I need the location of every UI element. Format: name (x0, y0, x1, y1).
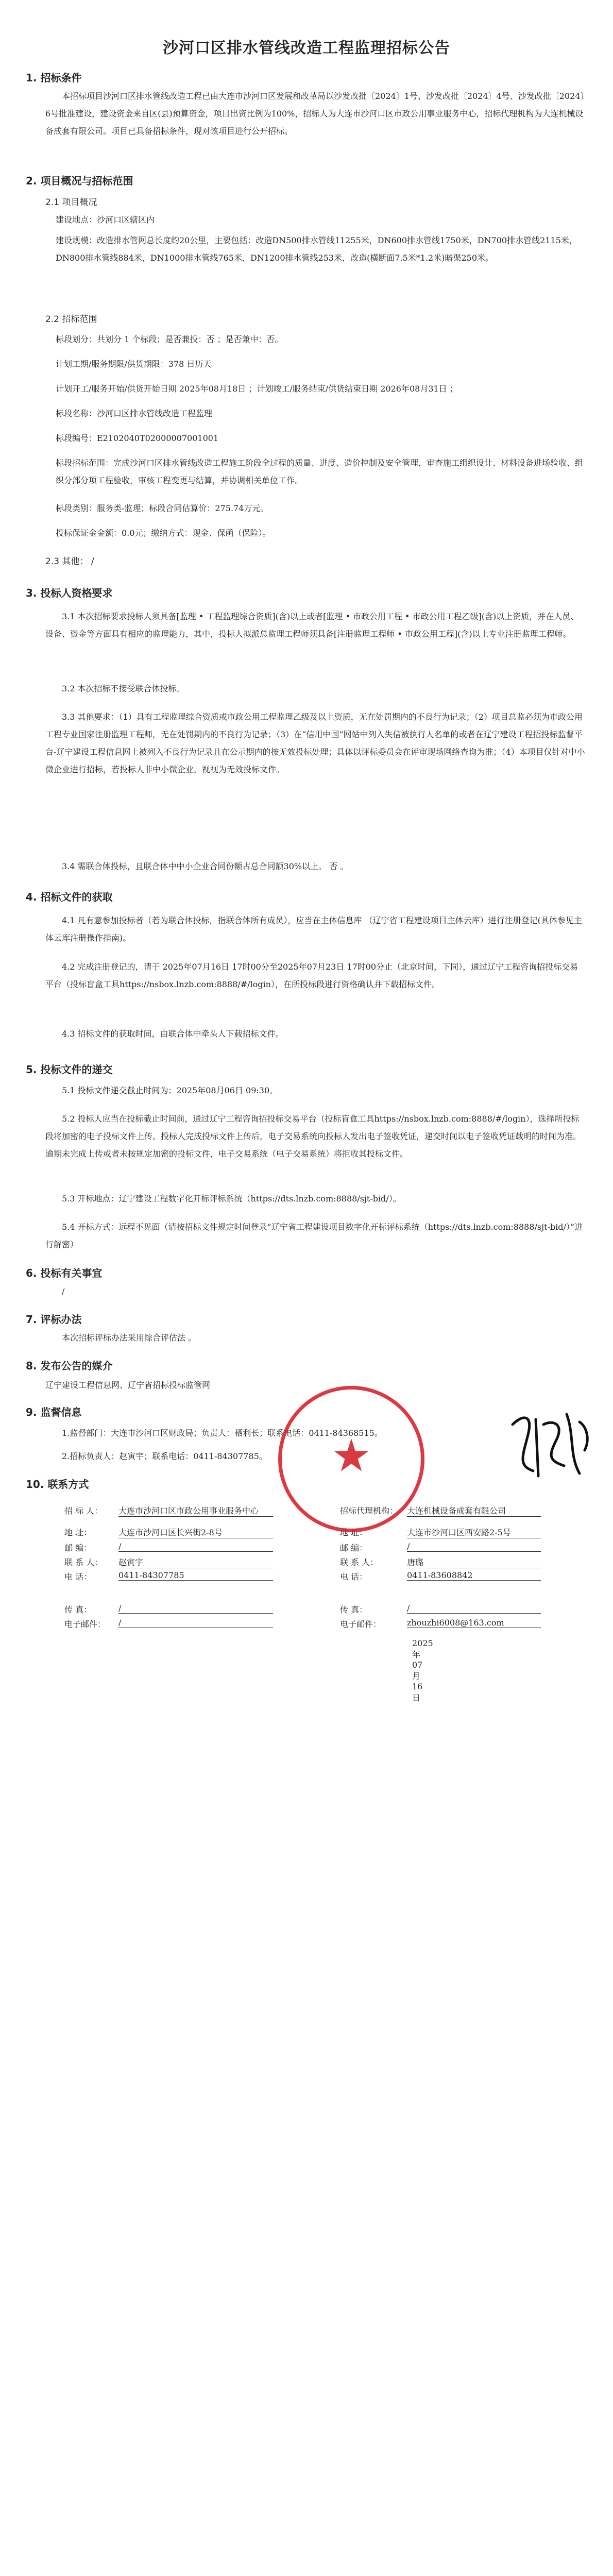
section-9-line2: 2.招标负责人：赵寅宇；联系电话：0411-84307785。 (62, 1451, 267, 1461)
section-6-heading: 6. 投标有关事宜 (26, 1267, 103, 1279)
section-3-3: 3.3 其他要求：（1）具有工程监理综合资质或市政公用工程监理乙级及以上资质，无在处罚期内的不良行为记录；（2）项目总监必须为市政公用工程专业国家注册监理工程师，无在处罚期内的不良行为记录；（3）在“信用中国”网站中列入失信被执行人名单的或者在辽宁建设工程招投标监督平台-辽宁建设工程信息网上被列入不良行为记录且在公示期内的按无效投标处理；具体以评标委员会在评审现场网络查询为准；（4）本项目仅针对中小微企业进行招标，若投标人非中小微企业，视视为无效投标文件。 (45, 712, 585, 774)
page-title: 沙河口区排水管线改造工程监理招标公告 (163, 39, 450, 57)
section-7-text: 本次招标评标办法采用综合评估法 。 (62, 1333, 197, 1343)
label-fax-left: 传 真： (64, 1605, 92, 1615)
section-8-text: 辽宁建设工程信息网、辽宁省招标投标监管网 (45, 1380, 211, 1390)
section-1-heading: 1. 招标条件 (26, 72, 82, 84)
tender-scope: 标段招标范围：完成沙河口区排水管线改造工程施工阶段全过程的质量、进度、造价控制及安全管理，审查施工组织设计、材料设备进场验收、组织分部分项工程验收，审核工程变更与结算，并协调相关单位工作。 (56, 458, 584, 485)
section-3-4: 3.4 需联合体投标，且联合体中中小企业合同份额占总合同额30%以上。 否 。 (62, 861, 349, 871)
value-email-right: zhouzhi6008@163.com (407, 1618, 541, 1628)
label-postcode-right: 邮 编： (340, 1543, 368, 1553)
label-email-right: 电子邮件： (340, 1619, 382, 1629)
section-8-heading: 8. 发布公告的媒介 (26, 1360, 113, 1372)
label-phone-left: 电 话： (64, 1572, 92, 1582)
section-9-heading: 9. 监督信息 (26, 1406, 82, 1418)
label-phone-right: 电 话： (340, 1572, 368, 1582)
section-3-2: 3.2 本次招标不接受联合体投标。 (62, 684, 185, 693)
section-2-3: 2.3 其他： / (45, 556, 94, 567)
section-5-2: 5.2 投标人应当在投标截止时间前，通过辽宁工程咨询招投标交易平台（投标盲盒工具https://nsbox.lnzb.com:8888/#/login），选择所投标段将加密的电子投标文件上传。投标人完成投标文件上传后，电子交易系统向投标人发出电子签收凭证，递交时间以电子签收凭证载明的时间为准。逾期未完成上传或者未按规定加密的投标文件，电子交易系统（电子交易系统）将拒收其投标文件。 (45, 1114, 582, 1159)
section-2-2-heading: 2.2 招标范围 (45, 314, 97, 325)
value-fax-right: / (407, 1603, 541, 1614)
section-5-heading: 5. 投标文件的递交 (26, 1063, 113, 1076)
value-postcode-left: / (118, 1541, 273, 1552)
label-contact-right: 联 系 人： (340, 1557, 379, 1567)
value-contact-right: 唐璐 (407, 1556, 541, 1568)
section-4-heading: 4. 招标文件的获取 (26, 891, 113, 903)
value-phone-left: 0411-84307785 (118, 1570, 273, 1581)
service-period: 计划工期/服务期限/供货期限：378 日历天 (56, 359, 212, 369)
service-dates: 计划开工/服务开始/供货开始日期 2025年08月18日 ；计划竣工/服务结束/供货结束日期 2026年08月31日 ； (56, 384, 458, 394)
section-2-heading: 2. 项目概况与招标范围 (26, 175, 133, 187)
section-4-1: 4.1 凡有意参加投标者（若为联合体投标，指联合体所有成员），应当在主体信息库 （辽宁省工程建设项目主体云库）进行注册登记(具体参见主体云库注册操作指南)。 (45, 916, 582, 943)
section-5-1: 5.1 投标文件递交截止时间为：2025年08月06日 09:30。 (62, 1086, 278, 1095)
official-seal-icon (278, 1386, 424, 1532)
label-agency: 招标代理机构： (340, 1506, 398, 1516)
label-contact-left: 联 系 人： (64, 1557, 103, 1567)
value-address-left: 大连市沙河口区长兴街2-8号 (118, 1526, 273, 1538)
section-3-1: 3.1 本次招标要求投标人须具备[监理 • 工程监理综合资质](含)以上或者[监理 • 市政公用工程 • 市政公用工程乙级](含)以上资质，并在人员、设备、资金等方面具有相应的监理能力，其中，投标人拟派总监理工程师须具备[注册监理工程师 • 市政公用工程](含)以上专业注册监理工程师。 (45, 612, 579, 639)
label-postcode-left: 邮 编： (64, 1543, 92, 1553)
section-division: 标段划分：共划分 1 个标段；是否兼投：否 ；是否兼中：否。 (56, 334, 283, 344)
section-4-3: 4.3 招标文件的获取时间，由联合体中牵头人下载招标文件。 (62, 1029, 284, 1039)
value-postcode-right: / (407, 1541, 541, 1552)
section-1-text: 本招标项目沙河口区排水管线改造工程已由大连市沙河口区发展和改革局以沙发改批〔2024〕1号、沙发改批〔2024〕4号、沙发改批〔2024〕6号批准建设，建设资金来自区(县)预算资金，项目出资比例为100%，招标人为大连市沙河口区市政公用事业服务中心，招标代理机构为大连机械设备成套有限公司。项目已具备招标条件，现对该项目进行公开招标。 (45, 91, 585, 136)
section-4-2: 4.2 完成注册登记的，请于 2025年07月16日 17时00分至2025年07月23日 17时00分止（北京时间，下同），通过辽宁工程咨询招投标交易平台（投标盲盒工具https://nsbox.lnzb.com:8888/#/login），在所投标段进行资格确认并下载招标文件。 (45, 962, 578, 989)
label-address-left: 地 址： (64, 1528, 92, 1537)
value-contact-left: 赵寅宇 (118, 1556, 273, 1568)
value-tenderer: 大连市沙河口区市政公用事业服务中心 (118, 1504, 273, 1517)
seal-star-icon (333, 1438, 369, 1475)
value-address-right: 大连市沙河口区西安路2-5号 (407, 1526, 541, 1538)
value-agency: 大连机械设备成套有限公司 (407, 1504, 541, 1517)
section-10-heading: 10. 联系方式 (26, 1478, 89, 1490)
value-email-left: / (118, 1618, 273, 1628)
section-6-text: / (62, 1286, 65, 1296)
label-tenderer: 招 标 人： (64, 1506, 103, 1516)
section-3-heading: 3. 投标人资格要求 (26, 587, 113, 599)
label-email-left: 电子邮件： (64, 1619, 106, 1629)
section-number: 标段编号：E2102040T02000007001001 (56, 433, 219, 443)
section-name: 标段名称：沙河口区排水管线改造工程监理 (56, 409, 213, 418)
bid-bond: 投标保证金金额：0.0元；缴纳方式：现金、保函（保险）。 (56, 528, 271, 538)
label-fax-right: 传 真： (340, 1605, 368, 1615)
section-category: 标段类别：服务类-监理；标段合同估算价：275.74万元。 (56, 503, 269, 513)
announcement-date: 2025 年 07 月 16 日 (412, 1638, 433, 1703)
value-phone-right: 0411-83608842 (407, 1570, 541, 1581)
section-2-1-heading: 2.1 项目概况 (45, 197, 97, 208)
section-7-heading: 7. 评标办法 (26, 1313, 82, 1326)
label-address-right: 地 址： (340, 1528, 368, 1537)
section-5-3: 5.3 开标地点：辽宁建设工程数字化开标评标系统（https://dts.lnzb.com:8888/sjt-bid/）。 (62, 1194, 401, 1204)
build-location: 建设地点：沙河口区辖区内 (56, 215, 155, 225)
section-5-4: 5.4 开标方式：远程不见面（请按招标文件规定时间登录“辽宁省工程建设项目数字化开标评标系统（https://dts.lnzb.com:8888/sjt-bid/）”进行解密） (45, 1222, 583, 1249)
build-scale: 建设规模：改造排水管网总长度约20公里，主要包括：改造DN500排水管线11255米，DN600排水管线1750米，DN700排水管线2115米，DN800排水管线884米，DN1000排水管线765米，DN1200排水管线253米，改造(横断面7.5米*1.2米)暗渠250米。 (56, 235, 577, 263)
signature-icon (507, 1404, 595, 1481)
value-fax-left: / (118, 1603, 273, 1614)
section-9-line1: 1.监督部门：大连市沙河口区财政局；负责人：栖利长；联系电话：0411-84368515。 (62, 1428, 383, 1438)
